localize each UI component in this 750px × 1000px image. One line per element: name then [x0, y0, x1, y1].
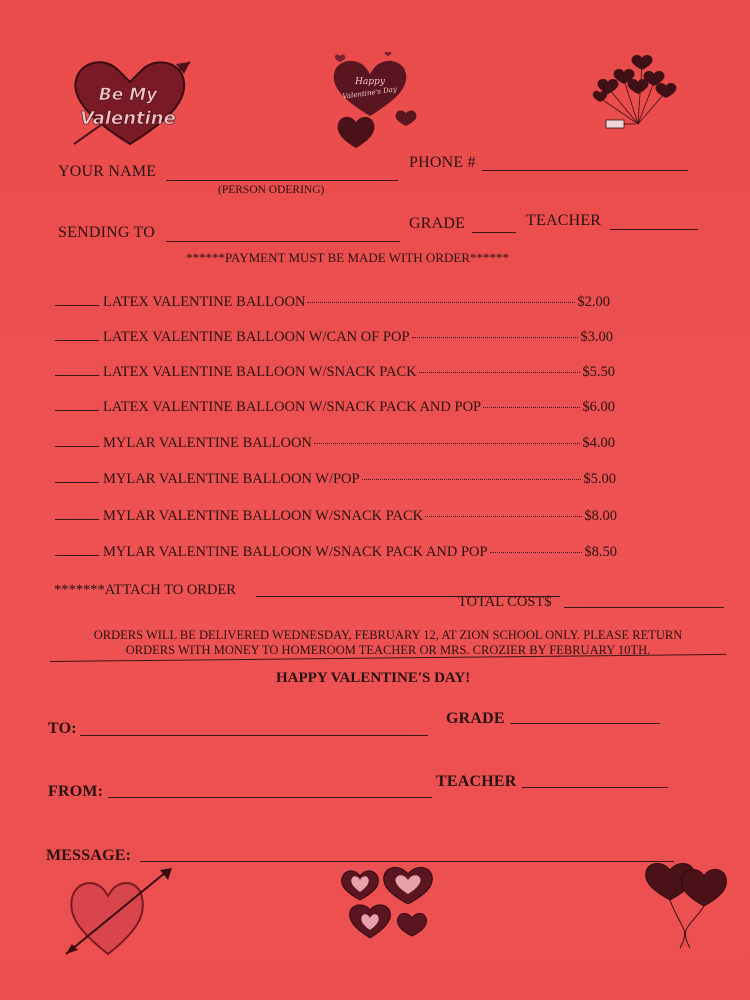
- item-row: [55, 541, 617, 561]
- item-name: MYLAR VALENTINE BALLOON W/POP: [103, 471, 360, 487]
- heart-cluster-icon: [340, 866, 440, 942]
- card-teacher-field[interactable]: [522, 787, 668, 788]
- valentine-text: Valentine: [80, 108, 176, 129]
- to-label: TO:: [48, 720, 77, 737]
- teacher-label: TEACHER: [526, 212, 602, 229]
- card-grade-label: GRADE: [446, 710, 505, 727]
- item-row: [55, 505, 617, 525]
- quantity-field[interactable]: [55, 541, 99, 556]
- your-name-label: YOUR NAME: [58, 163, 157, 180]
- balloon-bouquet-icon: [590, 50, 680, 140]
- item-price: $8.00: [584, 508, 617, 524]
- valentines-day-text: Valentine's Day: [342, 85, 398, 101]
- item-price: $8.50: [584, 544, 617, 560]
- quantity-field[interactable]: [55, 468, 99, 483]
- payment-notice: ******PAYMENT MUST BE MADE WITH ORDER******: [186, 250, 509, 265]
- item-price: $2.00: [577, 294, 610, 310]
- message-field[interactable]: [140, 861, 674, 862]
- item-price: $4.00: [582, 435, 615, 451]
- quantity-field[interactable]: [55, 432, 99, 447]
- item-row: [55, 326, 613, 346]
- item-price: $3.00: [580, 329, 613, 345]
- quantity-field[interactable]: [55, 396, 99, 411]
- item-row: [55, 432, 615, 452]
- item-row: [55, 396, 615, 416]
- quantity-field[interactable]: [55, 291, 99, 306]
- total-cost-label: TOTAL COST$: [458, 594, 552, 610]
- person-ordering-note: (PERSON ODERING): [218, 184, 325, 196]
- item-name: LATEX VALENTINE BALLOON W/SNACK PACK AND POP: [103, 399, 482, 415]
- attach-to-order-label: *******ATTACH TO ORDER: [54, 582, 236, 598]
- item-name: MYLAR VALENTINE BALLOON: [103, 435, 312, 451]
- from-field[interactable]: [108, 797, 432, 798]
- item-row: [55, 361, 615, 381]
- item-price: $5.50: [582, 364, 615, 380]
- item-price: $6.00: [582, 399, 615, 415]
- card-teacher-label: TEACHER: [436, 773, 517, 790]
- happy-valentines-hearts-icon: [326, 52, 426, 152]
- sending-to-field[interactable]: [166, 241, 400, 242]
- sending-to-label: SENDING TO: [58, 224, 155, 241]
- heart-with-arrow-icon: [60, 866, 180, 961]
- happy-text: Happy: [355, 77, 385, 87]
- message-label: MESSAGE:: [46, 847, 132, 864]
- card-grade-field[interactable]: [510, 723, 660, 724]
- from-label: FROM:: [48, 783, 104, 800]
- heart-balloons-icon: [640, 860, 736, 950]
- happy-valentines-greeting: HAPPY VALENTINE'S DAY!: [276, 670, 471, 686]
- grade-field[interactable]: [472, 232, 516, 233]
- phone-label: PHONE #: [409, 154, 476, 171]
- delivery-line-1: ORDERS WILL BE DELIVERED WEDNESDAY, FEBRUARY 12, AT ZION SCHOOL ONLY. PLEASE RETURN: [93, 628, 683, 642]
- item-name: LATEX VALENTINE BALLOON W/CAN OF POP: [103, 329, 410, 345]
- item-row: [55, 291, 610, 311]
- total-cost-field[interactable]: [564, 607, 724, 608]
- quantity-field[interactable]: [55, 505, 99, 520]
- item-row: [55, 468, 616, 488]
- to-field[interactable]: [80, 735, 428, 736]
- item-name: MYLAR VALENTINE BALLOON W/SNACK PACK: [103, 508, 424, 524]
- be-my-text: Be My: [98, 85, 158, 105]
- quantity-field[interactable]: [55, 326, 99, 341]
- your-name-field[interactable]: [166, 180, 398, 181]
- teacher-field[interactable]: [610, 229, 698, 230]
- delivery-note: [50, 628, 726, 658]
- item-name: MYLAR VALENTINE BALLOON W/SNACK PACK AND POP: [103, 544, 488, 560]
- quantity-field[interactable]: [55, 361, 99, 376]
- delivery-line-2: ORDERS WITH MONEY TO HOMEROOM TEACHER OR MRS. CROZIER BY FEBRUARY 10TH.: [125, 643, 651, 657]
- item-name: LATEX VALENTINE BALLOON: [103, 294, 306, 310]
- item-price: $5.00: [583, 471, 616, 487]
- item-name: LATEX VALENTINE BALLOON W/SNACK PACK: [103, 364, 417, 380]
- grade-label: GRADE: [409, 215, 466, 232]
- be-my-valentine-heart-icon: [68, 52, 198, 152]
- phone-field[interactable]: [482, 170, 688, 171]
